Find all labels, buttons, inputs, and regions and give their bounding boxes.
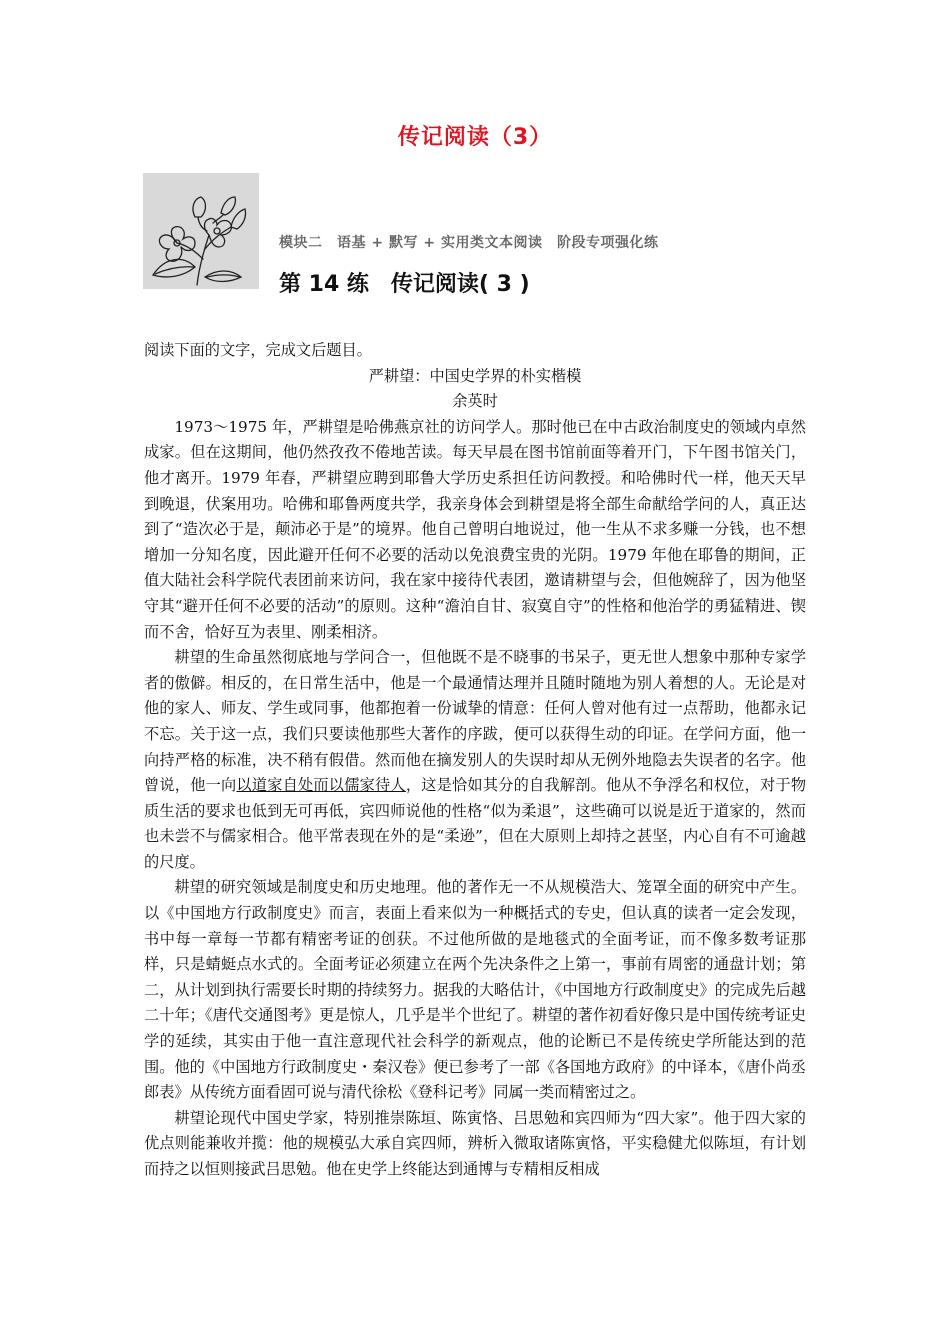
page-title: 传记阅读（3） xyxy=(397,125,553,150)
article-body xyxy=(144,338,806,1183)
paragraph-1: 1973～1975 年，严耕望是哈佛燕京社的访问学人。那时他已在中古政治制度史的领域内卓然成家。但在这期间，他仍然孜孜不倦地苦读。每天早晨在图书馆前面等着开门，下午图书馆关门，他才离开。1979 年春，严耕望应聘到耶鲁大学历史系担任访问教授。和哈佛时代一样，他天天早到晚退，伏案用功。哈佛和耶鲁两度共学，我亲身体会到耕望是将全部生命献给学问的人，真正达到了“造次必于是，颠沛必于是”的境界。他自己曾明白地说过，他一生从不求多赚一分钱，也不想增加一分知名度，因此避开任何不必要的活动以免浪费宝贵的光阴。1979 年他在耶鲁的期间，正值大陆社会科学院代表团前来访问，我在家中接待代表团，邀请耕望与会，但他婉辞了，因为他坚守其“避开任何不必要的活动”的原则。这种“澹泊自甘、寂寞自守”的性格和他治学的勇猛精进、锲而不舍，恰好互为表里、刚柔相济。 xyxy=(144,417,806,641)
paragraph-2 xyxy=(144,645,806,875)
article-author: 余英时 xyxy=(452,392,498,411)
underlined-phrase: 以道家自处而以儒家待人 xyxy=(236,776,406,795)
paragraph-4: 耕望论现代中国史学家，特别推崇陈垣、陈寅恪、吕思勉和宾四师为“四大家”。他于四大家的优点则能兼收并揽：他的规模弘大承自宾四师，辨析入微取诸陈寅恪，平实稳健尤似陈垣，有计划而持之以恒则接武吕思勉。他在史学上终能达到通博与专精相反相成 xyxy=(144,1108,806,1178)
paragraph-2-part-a: 耕望的生命虽然彻底地与学问合一，但他既不是不晓事的书呆子，更无世人想象中那种专家学者的傲僻。相反的，在日常生活中，他是一个最通情达理并且随时随地为别人着想的人。无论是对他的家人、师友、学生或同事，他都抱着一份诚挚的情意：任何人曾对他有过一点帮助，他都永记不忘。关于这一点，我们只要读他那些大著作的序跋，便可以获得生动的印证。在学问方面，他一向持严格的标准，决不稍有假借。然而他在摘发别人的失误时却从无例外地隐去失误者的名字。他曾说，他一向 xyxy=(144,648,806,795)
paragraph-3: 耕望的研究领域是制度史和历史地理。他的著作无一不从规模浩大、笼罩全面的研究中产生。以《中国地方行政制度史》而言，表面上看来似为一种概括式的专史，但认真的读者一定会发现，书中每一章每一节都有精密考证的创获。不过他所做的是地毯式的全面考证，而不像多数考证那样，只是蜻蜓点水式的。全面考证必须建立在两个先决条件之上第一，事前有周密的通盘计划；第二，从计划到执行需要长时期的持续努力。据我的大略估计，《中国地方行政制度史》的完成先后越二十年；《唐代交通图考》更是惊人，几乎是半个世纪了。耕望的著作初看好像只是中国传统考证史学的延续，其实由于他一直注意现代社会科学的新观点，他的论断已不是传统史学所能达到的范围。他的《中国地方行政制度史・秦汉卷》便已参考了一部《各国地方政府》的中译本，《唐仆尚丞郎表》从传统方面看固可说与清代徐松《登科记考》同属一类而精密过之。 xyxy=(144,878,806,1102)
article-title: 严耕望：中国史学界的朴实楷模 xyxy=(368,366,582,385)
lesson-title: 第 14 练 传记阅读( 3 ) xyxy=(279,272,530,297)
flower-illustration-icon xyxy=(143,173,259,289)
paragraph-2-part-b: ，这是恰如其分的自我解剖。他从不争浮名和权位，对于物质生活的要求也低到无可再低，宾四师说他的性格“似为柔退”，这些确可以说是近于道家的，然而也未尝不与儒家相合。他平常表现在外的是“柔逊”，但在大原则上却持之甚坚，内心自有不可逾越的尺度。 xyxy=(144,776,807,871)
instruction-text: 阅读下面的文字，完成文后题目。 xyxy=(144,341,372,359)
module-line: 模块二 语基 + 默写 + 实用类文本阅读 阶段专项强化练 xyxy=(279,235,659,251)
